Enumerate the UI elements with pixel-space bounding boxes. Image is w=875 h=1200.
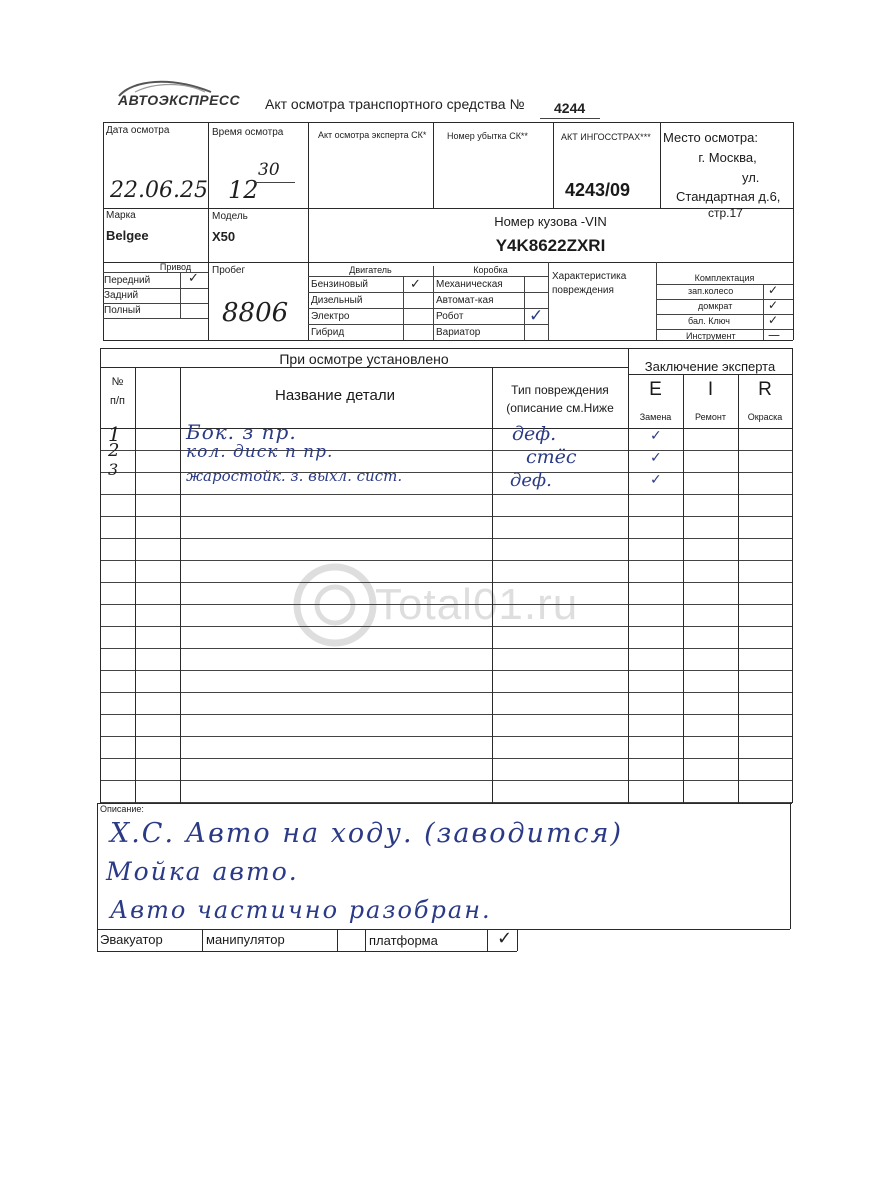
mileage-value: 8806 [222, 298, 289, 328]
equipment-item-wrench: бал. Ключ [688, 316, 730, 326]
table-row-line [100, 516, 792, 517]
loss-number-label: Номер убытка СК** [447, 131, 528, 141]
manipulator-label: манипулятор [206, 932, 285, 947]
model-value: X50 [212, 229, 236, 244]
expert-act-label: Акт осмотра эксперта СК* [318, 130, 427, 140]
part-header: Название детали [275, 387, 395, 404]
damage-char-label: Характеристика повреждения [552, 271, 627, 296]
vin-label: Номер кузова -VIN [494, 214, 607, 229]
page-title: Акт осмотра транспортного средства № [265, 96, 525, 112]
drive-option-rear: Задний [104, 290, 139, 301]
table-row-line [100, 626, 792, 627]
equipment-item-tools: Инструмент [686, 331, 736, 341]
table-row-line [100, 714, 792, 715]
equipment-mark-0: ✓ [768, 283, 779, 297]
table-row-line [100, 648, 792, 649]
table-row-line [100, 780, 792, 781]
drive-option-full: Полный [104, 305, 141, 316]
place-ul: ул. [742, 170, 760, 185]
table-row-line [100, 736, 792, 737]
table-row-line [100, 560, 792, 561]
num-header-2: п/п [110, 395, 125, 407]
header-r-sub: Окраска [747, 412, 783, 422]
table-row-line [100, 494, 792, 495]
equipment-item-spare-wheel: зап.колесо [688, 286, 734, 296]
make-value: Belgee [106, 228, 149, 243]
table-row-line [100, 538, 792, 539]
engine-option-diesel: Дизельный [311, 295, 363, 306]
engine-option-hybrid: Гибрид [311, 327, 345, 338]
mileage-label: Пробег [212, 265, 246, 276]
gearbox-robot-check-icon: ✓ [529, 306, 544, 326]
header-i-sub: Ремонт [695, 412, 726, 422]
place-building: стр.17 [708, 206, 743, 220]
drive-option-front: Передний [104, 275, 151, 286]
platform-check-icon: ✓ [497, 928, 513, 949]
act-number: 4244 [554, 100, 586, 116]
gearbox-option-automatic: Автомат-кая [436, 295, 494, 306]
equipment-mark-1: ✓ [768, 298, 779, 312]
table-row-line [100, 670, 792, 671]
equipment-label: Комплектация [694, 273, 755, 283]
date-value: 22.06.25 [110, 178, 208, 203]
engine-option-electric: Электро [311, 311, 350, 322]
gearbox-option-robot: Робот [436, 311, 464, 322]
time-value-minutes: 30 [258, 160, 280, 180]
expert-title: Заключение эксперта [644, 359, 776, 374]
place-label: Место осмотра: [663, 130, 758, 145]
description-label: Описание: [100, 804, 144, 814]
table-row-line [100, 692, 792, 693]
row-2-part: кол. диск п пр. [186, 442, 334, 462]
row-1-part: Бок. з пр. [186, 420, 297, 444]
row-1-damage: деф. [512, 423, 557, 445]
place-city: г. Москва, [698, 150, 757, 165]
equipment-item-jack: домкрат [698, 301, 733, 311]
row-2-e-check-icon: ✓ [650, 450, 662, 466]
equipment-mark-2: ✓ [768, 313, 779, 327]
row-3-number: 3 [108, 460, 119, 479]
vin-value: Y4K8622ZXRI [495, 236, 606, 255]
gearbox-option-cvt: Вариатор [436, 327, 481, 338]
date-label: Дата осмотра [106, 125, 170, 136]
ingos-act-value: 4243/09 [565, 180, 631, 200]
model-label: Модель [212, 211, 248, 222]
watermark [290, 560, 610, 650]
row-2-number: 2 [108, 440, 120, 461]
engine-petrol-check-icon: ✓ [410, 277, 421, 292]
gearbox-option-manual: Механическая [436, 279, 503, 290]
make-label: Марка [106, 210, 136, 221]
row-3-e-check-icon: ✓ [650, 472, 662, 488]
logo-text: АВТОЭКСПРЕСС [118, 92, 241, 108]
evacuator-label: Эвакуатор [100, 932, 163, 947]
watermark-text: Total01.ru [375, 580, 579, 629]
row-3-part: жаростойк. з. выхл. сист. [186, 467, 403, 485]
engine-label: Двигатель [349, 265, 392, 275]
header-r: R [758, 379, 772, 400]
damage-header-2: (описание см.Ниже [506, 401, 614, 415]
drive-label: Привод [159, 262, 192, 272]
time-value-hours: 12 [228, 176, 259, 204]
place-street: Стандартная д.6, [676, 189, 781, 204]
time-label: Время осмотра [212, 127, 284, 138]
platform-label: платформа [369, 933, 438, 948]
inspection-title: При осмотре установлено [279, 351, 449, 367]
table-row-line [100, 604, 792, 605]
watermark-logo-icon [290, 560, 380, 650]
table-row-line [100, 758, 792, 759]
header-e: E [649, 379, 662, 400]
header-i: I [707, 379, 714, 400]
table-row-line [100, 582, 792, 583]
drive-front-check-icon: ✓ [188, 271, 199, 286]
description-line-2: Мойка авто. [106, 857, 299, 886]
row-1-e-check-icon: ✓ [650, 428, 662, 444]
row-1-number: 1 [108, 422, 121, 446]
row-2-damage: стёс [526, 446, 577, 468]
damage-header-1: Тип повреждения [511, 383, 609, 397]
ingos-act-label: АКТ ИНГОССТРАХ*** [561, 132, 651, 142]
equipment-mark-3: — [768, 328, 780, 342]
gearbox-label: Коробка [473, 265, 508, 275]
description-line-3: Авто частично разобран. [110, 896, 492, 924]
row-3-damage: деф. [510, 470, 552, 491]
num-header-1: № [111, 376, 124, 388]
engine-option-petrol: Бензиновый [311, 279, 368, 290]
header-e-sub: Замена [639, 412, 672, 422]
description-line-1: Х.С. Авто на ходу. (заводится) [110, 818, 624, 849]
